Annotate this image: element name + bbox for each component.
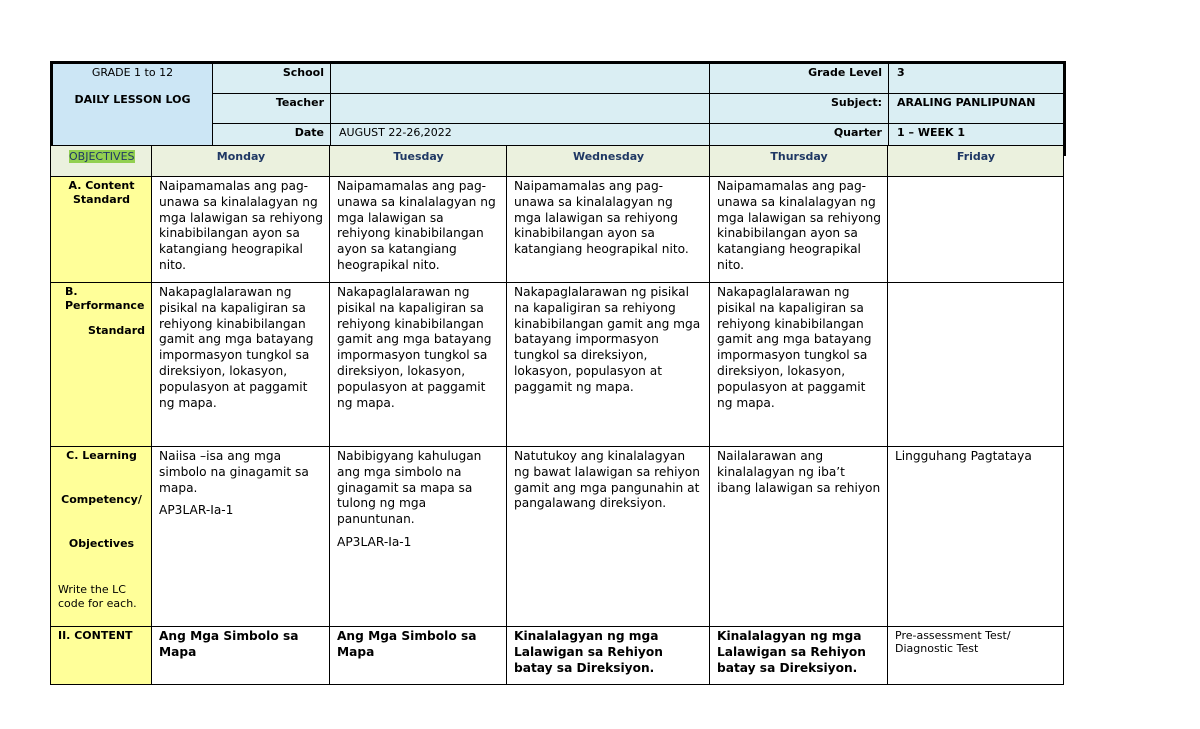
dll-title — [52, 63, 213, 155]
subject-field[interactable]: ARALING PANLIPUNAN — [889, 94, 1065, 124]
performance-standard-label-2: Standard — [87, 324, 145, 337]
performance-standard-wednesday[interactable]: Nakapaglalarawan ng pisikal na kapaligiran sa rehiyong kinabibilangan gamit ang mga batayang impormasyon tungkol sa direksiyon, lokasyon, populasyon at paggamit ng mapa. — [507, 283, 710, 447]
school-label: School — [213, 63, 331, 94]
content-tuesday[interactable]: Ang Mga Simbolo sa Mapa — [330, 627, 507, 685]
day-header-thursday: Thursday — [710, 146, 888, 177]
content-monday[interactable]: Ang Mga Simbolo sa Mapa — [152, 627, 330, 685]
learning-competency-tuesday-text: Nabibigyang kahulugan ang mga simbolo na ginagamit sa mapa sa tulong ng mga panuntunan. — [337, 449, 482, 527]
learning-competency-tuesday[interactable] — [330, 447, 507, 627]
dll-title-line1: GRADE 1 to 12 — [91, 66, 174, 79]
grade-level-field[interactable]: 3 — [889, 63, 1065, 94]
content-standard-tuesday[interactable]: Naipamamalas ang pag-unawa sa kinalalagyan ng mga lalawigan sa rehiyong kinabibilangan ayon sa katangiang heograpikal nito. — [330, 177, 507, 283]
content-label: II. CONTENT — [51, 627, 152, 685]
learning-competency-label-2: Competency/ — [61, 493, 142, 506]
learning-competency-tuesday-code: AP3LAR-Ia-1 — [337, 534, 412, 549]
performance-standard-label — [51, 283, 152, 447]
performance-standard-thursday[interactable]: Nakapaglalarawan ng pisikal na kapaligiran sa rehiyong kinabibilangan gamit ang mga batayang impormasyon tungkol sa direksiyon, lokasyon, populasyon at paggamit ng mapa. — [710, 283, 888, 447]
content-standard-thursday[interactable]: Naipamamalas ang pag-unawa sa kinalalagyan ng mga lalawigan sa rehiyong kinabibilangan ayon sa katangiang heograpikal nito. — [710, 177, 888, 283]
objectives-header — [51, 146, 152, 177]
lesson-table — [50, 145, 1064, 685]
quarter-field[interactable]: 1 – WEEK 1 — [889, 124, 1065, 155]
learning-competency-monday[interactable] — [152, 447, 330, 627]
header-table — [50, 61, 1066, 156]
day-header-wednesday: Wednesday — [507, 146, 710, 177]
learning-competency-monday-text: Naiisa –isa ang mga simbolo na ginagamit sa mapa. — [159, 449, 309, 495]
content-standard-wednesday[interactable]: Naipamamalas ang pag-unawa sa kinalalagyan ng mga lalawigan sa rehiyong kinabibilangan ayon sa katangiang heograpikal nito. — [507, 177, 710, 283]
content-friday[interactable]: Pre-assessment Test/ Diagnostic Test — [888, 627, 1064, 685]
day-header-friday: Friday — [888, 146, 1064, 177]
quarter-label: Quarter — [710, 124, 889, 155]
teacher-field[interactable] — [331, 94, 710, 124]
learning-competency-label-1: C. Learning — [66, 449, 137, 462]
school-field[interactable] — [331, 63, 710, 94]
performance-standard-label-1: B. Performance — [65, 285, 145, 312]
day-header-monday: Monday — [152, 146, 330, 177]
learning-competency-note: Write the LC code for each. — [58, 583, 137, 610]
date-label: Date — [213, 124, 331, 155]
day-header-tuesday: Tuesday — [330, 146, 507, 177]
learning-competency-thursday[interactable]: Nailalarawan ang kinalalagyan ng iba’t ibang lalawigan sa rehiyon — [710, 447, 888, 627]
performance-standard-tuesday[interactable]: Nakapaglalarawan ng pisikal na kapaligiran sa rehiyong kinabibilangan gamit ang mga batayang impormasyon tungkol sa direksiyon, lokasyon, populasyon at paggamit ng mapa. — [330, 283, 507, 447]
performance-standard-friday[interactable] — [888, 283, 1064, 447]
content-standard-friday[interactable] — [888, 177, 1064, 283]
grade-level-label: Grade Level — [710, 63, 889, 94]
objectives-label: OBJECTIVES — [69, 150, 135, 163]
content-wednesday[interactable]: Kinalalagyan ng mga Lalawigan sa Rehiyon batay sa Direksiyon. — [507, 627, 710, 685]
content-standard-monday[interactable]: Naipamamalas ang pag-unawa sa kinalalagyan ng mga lalawigan sa rehiyong kinabibilangan ayon sa katangiang heograpikal nito. — [152, 177, 330, 283]
learning-competency-friday[interactable]: Lingguhang Pagtataya — [888, 447, 1064, 627]
learning-competency-monday-code: AP3LAR-Ia-1 — [159, 503, 234, 518]
subject-label: Subject: — [710, 94, 889, 124]
date-field[interactable]: AUGUST 22-26,2022 — [331, 124, 710, 155]
learning-competency-wednesday[interactable]: Natutukoy ang kinalalagyan ng bawat lalawigan sa rehiyon gamit ang mga pangunahin at pangalawang direksiyon. — [507, 447, 710, 627]
teacher-label: Teacher — [213, 94, 331, 124]
content-thursday[interactable]: Kinalalagyan ng mga Lalawigan sa Rehiyon batay sa Direksiyon. — [710, 627, 888, 685]
learning-competency-label — [51, 447, 152, 627]
performance-standard-monday[interactable]: Nakapaglalarawan ng pisikal na kapaligiran sa rehiyong kinabibilangan gamit ang mga batayang impormasyon tungkol sa direksiyon, lokasyon, populasyon at paggamit ng mapa. — [152, 283, 330, 447]
dll-title-line2: DAILY LESSON LOG — [74, 93, 191, 106]
content-standard-label: A. Content Standard — [51, 177, 152, 283]
learning-competency-label-3: Objectives — [68, 537, 135, 550]
